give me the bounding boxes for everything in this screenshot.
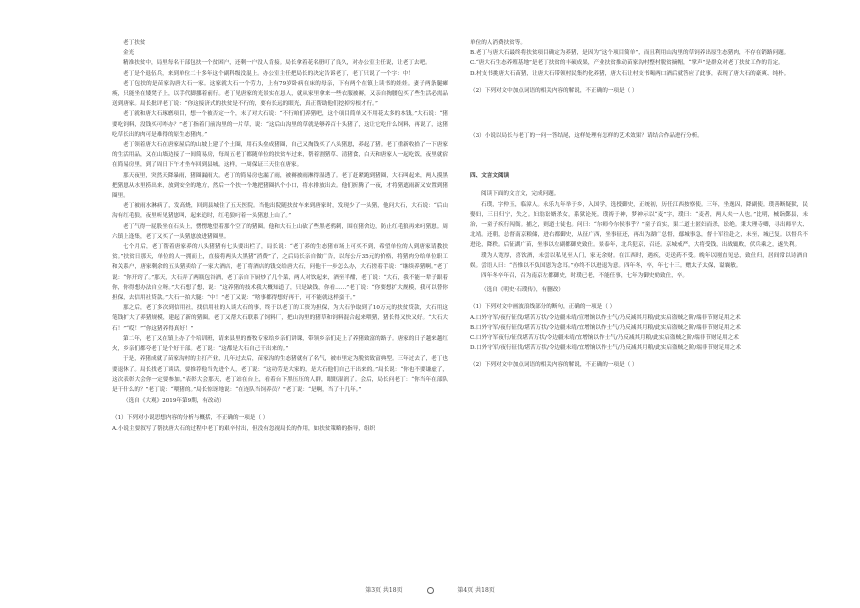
paragraph: 老丁包扶的是苗家沟唐大石一家。这家就大石一个劳力，上有79岁卧病在床的母亲，下有两个在镇上读书的娃娃。妻子两条腿瘫痪，只能坐在矮凳子上，以手代脚挪着前行。老丁见唐家的光景实在恳人，就从家里拿来一些衣服被褥，又亲自掏腰包买了些生活必需品送到唐家。局长批评老丁说：“你这接济式的扶贫是不行的，要有长远的眼光，真正帮助他们挖掉穷根才行。”: [112, 80, 448, 108]
left-column: [112, 38, 448, 434]
paragraph: D.口外守军/夜行征伐/堪苦万状/令边疆未靖/宜增饷以作士气/乃反减其月粮/此实启盗贼之阶/端非节财足用之术: [470, 345, 741, 352]
circle-icon: [427, 587, 434, 594]
paragraph: 单位的人消费扶贫等。: [470, 40, 526, 46]
right-column: [470, 38, 808, 371]
paragraph: 那之后，老丁多次到信用社，找信用社的人谈大石的事，终于以老丁的工资为担保，为大石争取到了10万元的扶贫贷款，大石用这笔钱扩大了养猪规模，建起了新的猪圈。老丁又帮大石联系了饲料厂，把山沟里的猪草和饲料混合起来喂猪，猪长得又快又好。“大石大石！”“哎！”“你这猪养得真好！”: [112, 305, 448, 332]
answer-space: [470, 141, 808, 169]
classical-options: [470, 313, 808, 354]
paragraph: 第二年，老丁又在镇上办了个培训班，请来县里的畜牧专家给乡亲们讲课，带领乡亲们走上了养猪致富的路子。唐家的日子越来越红火，乡亲们都夸老丁是个好干部。老丁说：“这都是大石自己干出来的。”: [112, 335, 448, 353]
question-3: （3）小说以局长与老丁的一问一答结尾，这样处理有怎样的艺术效果？请结合作品进行分析。: [470, 133, 703, 140]
paragraph: 老丁被雨水淋病了，发高烧，回到县城住了五天医院。当他出院随扶贫车来到唐家时，发现少了一头猪，他问大石，大石说：“后山沟有红毛狼，夜里听见猪崽叫，起来追时，红毛狼叼着一头猪崽上山了。”: [112, 203, 448, 220]
classical-question-2: （2）下列对文中加点词语的相关内容的解说，不正确的一项是（ ）: [470, 362, 638, 369]
paragraph: C.“唐大石生态养殖基地”是老丁扶贫的丰硕成果，产业扶贫推动苗家沟村整村脱贫摘帽，“掌声”是群众对老丁扶贫工作的肯定。: [470, 60, 784, 67]
story-title: 老丁扶贫: [123, 40, 146, 46]
paragraph: B.老丁与唐大石最终将扶贫项目确定为养猪，是因为“这个项目简单”，而且利用山沟里的草饲养出原生态猪肉，不存在销路问题。: [470, 50, 790, 57]
paragraph: B.口外守军/夜行征伐/堪苦万状/令边疆未靖/宜增饷以作士气/乃反减其月粮/此实启盗贼之阶/端非节财足用之术: [470, 324, 741, 331]
option-a: A.小说主要叙写了帮扶唐大石的过程中老丁的艰辛付出，但没有忽视局长的作用，如扶贫策略的指导，组织: [112, 425, 376, 432]
section-heading: 四、文言文阅读: [470, 173, 510, 180]
paragraph: 七个月后，老丁帮着唐家养的八头猪猪有七头要出栏了，局长说：“老丁养的生态猪市场上可买不到，希望单位的人到唐家请教扶贫。”扶贫日那天，单位的人一拥而上，直接将两头大黑猪“消费”了，之后局长亲自做广告，以每公斤35元的价格，将猪肉分给单位职工和关系户，唐家剩余的五头猪卖给了一家大酒店，老丁将酒店的钱交给唐大石，问他干一步怎么办，大石搓着手说：“继续养猪啊。”老丁说：“你开窍了。”那天，大石弄了两瓶包谷酒，老丁亲自下厨炒了几个菜，两人对饮起来，酒至半酣，老丁说：“大石，我不能一辈子跟着你，你得想办法自立呀。”大石想了想，说：“这养猪的技术我大概知道了，只是缺钱，你看……”老丁说：“你要想扩大规模，我可以替你担保，去信用社贷款。”大石一拍大腿：“中！”老丁又说：“啥事都得想好再干，可不能就这样蛮干。”: [112, 244, 448, 302]
page-number-right: 第4页 共18页: [457, 587, 495, 594]
paragraph: A.口外守军/夜行征伐/堪苦万状/令边疆未靖/宣增饷以作士气/乃反减其月粮/此实启盗贼之阶/端非节财足用之术: [470, 314, 741, 321]
paragraph: 那天夜里，突然天降暴雨，猪圈漏雨大。老丁的简易房也漏了雨，被褥被雨淋得湿透了。老丁赶紧跑到猪圈，大石叫起来，两人摸黑把猪崽从水里捞出来，放到安全的地方，然后一个扶一个地把猪圈扒个小口，将水排放出去。他们折腾了一夜，才将猪遮雨新又安置到猪圈里。: [112, 172, 448, 200]
paragraph: 老丁气得一屁股坐在石头上，愣愣地望着那个空了的猪圈。他和大石上山砍了些黑老鸦刺，围在猪舍边，防止红毛狼再来叼猪崽。周六镇上逢集，老丁又买了一头猪崽放进猪圈里。: [112, 223, 448, 240]
story-author: 金光: [123, 50, 135, 57]
classical-question-1: （1）下列对文中画波浪线部分的断句，正确的一项是（ ）: [470, 304, 616, 311]
paragraph: 石璞，字仲玉，临漳人。永乐九年举于乡，入国学，选授御史，正统初，历任江西按察使。三年，坐逸囚，降副使。璞善断疑狱，民娶妇，三日归宁，失之。妇翁讼婿杀女，系狱论死。璞祷于神，梦神示以“麦”字，璞曰：“麦者，两人夹一人也。”比明，械诣鄞县，未治，一童子疾行闯衙。捕之，则道士徒也。问曰：“尔师今尔侯事乎？”童子首实，果二道士匿妇而杀，讼绝。秉大理寺卿，寻出师平大、北靖。还朝，总督南京粮储，进右都御史，从征广西，坐事征还，再出为湖广总督，鄢城事急，督十军往赴之，未至，城已复。以督兵不进论，降秩。后征湖广苗，坐事以左副都御史致仕。景泰年，北兵犯京，召还。京城戒严，大将受钱，出战辄败，伏兵乘之，遂失利。: [470, 201, 808, 249]
question-2: （2）下列对文中加点词语的相关内容的解说，不正确的一项是（ ）: [470, 87, 638, 94]
classical-text: [470, 200, 808, 282]
page-footer: [0, 585, 860, 594]
paragraph: D.村支书挑唐大石苗猪，让唐大石带领村民集约化养猪，唐大石让村支书喝两口酒后就答应了此事，表现了唐大石的豪爽、纯朴。: [470, 70, 790, 77]
paragraph: C.口外守军夜行/征伐堪苦万状/令边疆未靖/宜增饷以作士气/乃反减其月粮/此实启盗贼之阶/端非节财足用之术: [470, 335, 739, 342]
paragraph: 精准扶贫中，局里每名干部包扶一个贫困户，还剩一户没人肯接。局长拿着花名册叮了良久，对办公室主任说，让老丁去吧。: [123, 60, 431, 67]
question-1: （1）下列对小说思想内容的分析与概括，不正确的一项是（ ）: [112, 415, 269, 422]
page-number-left: 第3页 共18页: [365, 587, 403, 594]
paragraph: 老丁是个退伍兵，来到单位二十多年这个副科级没混上。办公室主任把局长的决定告诉老丁，老丁只说了一个字：中！: [123, 70, 414, 77]
story-body: [112, 58, 448, 395]
options-continued: [470, 38, 808, 79]
paragraph: 四年冬卒年召，召为南京左都御史，时璞已老，不能任事，七年为御史劾致仕，卒。: [481, 273, 688, 280]
classical-source: （选自《明史·石璞传》，有删改）: [481, 287, 564, 294]
paragraph: 璞为人宽厚，喜饮酒，未尝以私见至人门，家无余财。在江西时，遇疾，吏送药不受。晚年以刚直见忌，致仕归，居间常以诗酒自娱。尝语人曰：“吾惟以不负国恩为念耳。”亦终不以进退为意。四年冬，卒，年七十三。赠太子太保，谥襄敏。: [470, 252, 808, 269]
answer-space: [470, 96, 808, 124]
story-source: （选自《大观》2019年第9期，有改动）: [123, 398, 225, 405]
paragraph: 于是，养猪成就了苗家沟村的主打产业，几年过去后，苗家沟的生态猪就有了名气，被市里定为脱贫致富典型。三年过去了，老丁也要退休了。局长找老丁谈话，要推荐他当先进个人，老丁说：“这功劳是大家的，是大石他们自己干出来的。”局长说：“你也不要谦虚了，这次表彰大会你一定要参加。”表彰大会那天，老丁站在台上，看着台下黑压压的人群，眼眶湿润了。会后，局长问老丁：“你当年在部队是干什么的？”老丁说：“喂猪的。”局长惊讶地说：“在连队当饲养员？”老丁说：“是啊，当了十几年。”: [112, 356, 448, 393]
paragraph: 老丁就和唐大石琢磨项目，想一个被否定一个，末了对大石说：“不行咱们养猪吧，这个项目简单又不用花太多的本钱。”大石说：“猪要吃饲料，没钱买可咋办？”老丁指着门前沟里的一片草，说：“这后山沟里的草就是够养百十头猪了，这让它吃什么饲料，再说了，这猪吃草长出的肉可是难得的原生态猪肉。”: [112, 111, 448, 138]
paragraph: 老丁领着唐大石在唐家屋后的山坡上建了个土圈，用石头垒成猪圈，自己又掏钱买了八头猪崽，养起了猪。老丁重新收拾了一下唐家的生活用品，又在山墙边接了一间简易房，每周五老丁都随单位的扶贫车过来，帮着割猪草、清猪食，白天和唐家人一起吃饭，夜里就宿在简易房里，到了周日下午才坐车回到县城。这样，一周保证三天住在唐家。: [112, 142, 448, 169]
section-intro: 阅读下面的文言文，完成问题。: [481, 191, 560, 198]
